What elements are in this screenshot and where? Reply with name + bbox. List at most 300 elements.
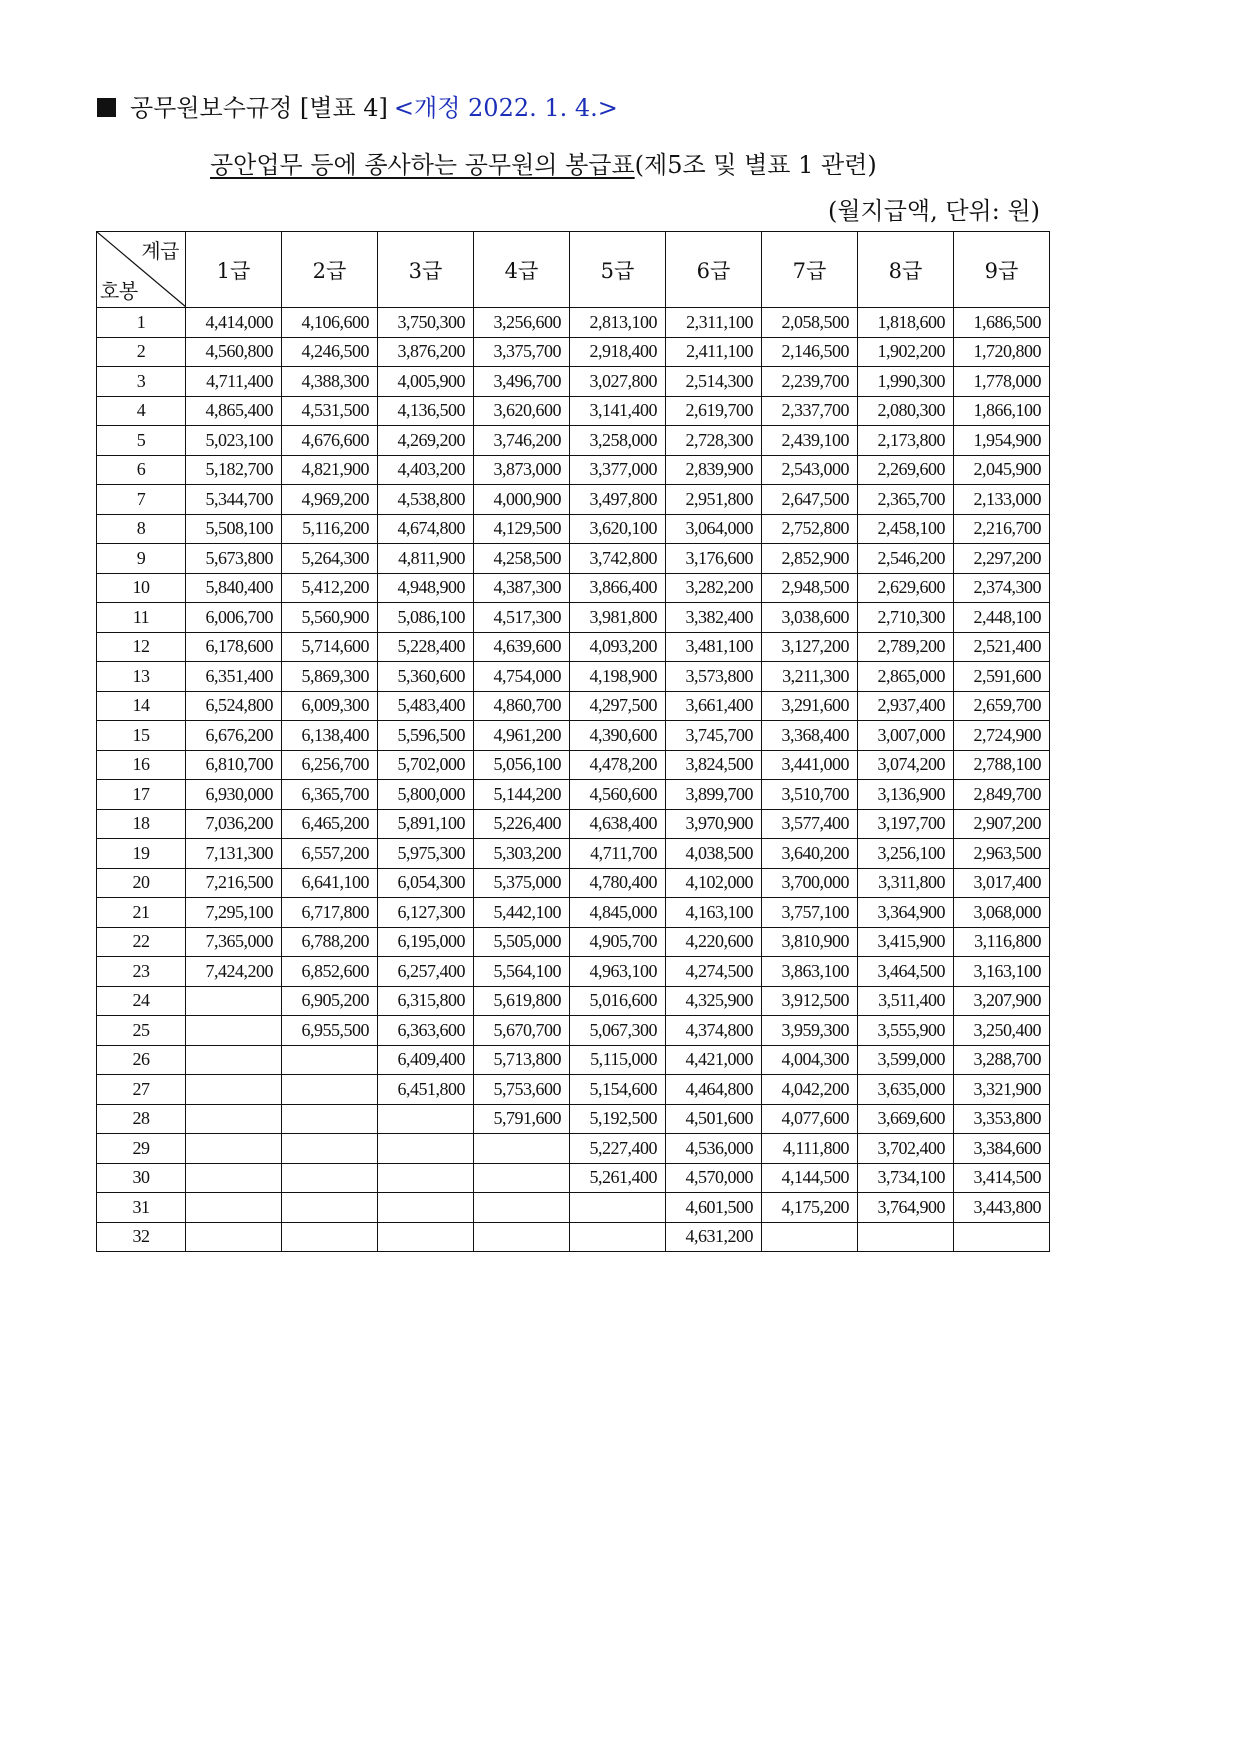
table-row — [97, 927, 1050, 957]
salary-cell — [858, 1222, 954, 1252]
corner-grade-label: 계급 — [141, 239, 179, 263]
salary-cell — [186, 1222, 282, 1252]
table-row — [97, 839, 1050, 869]
unit-note: (월지급액, 단위: 원) — [828, 197, 1040, 225]
salary-cell — [378, 1104, 474, 1134]
step-number-cell: 10 — [97, 573, 186, 603]
step-number-cell: 3 — [97, 367, 186, 397]
salary-cell: 3,256,100 — [858, 839, 954, 869]
salary-cell: 4,198,900 — [570, 662, 666, 692]
table-row — [97, 396, 1050, 426]
salary-cell: 5,702,000 — [378, 750, 474, 780]
step-number-cell: 21 — [97, 898, 186, 928]
salary-cell: 6,676,200 — [186, 721, 282, 751]
salary-cell: 4,811,900 — [378, 544, 474, 574]
salary-cell: 2,849,700 — [954, 780, 1050, 810]
salary-cell: 4,948,900 — [378, 573, 474, 603]
salary-cell: 5,483,400 — [378, 691, 474, 721]
salary-cell: 2,146,500 — [762, 337, 858, 367]
salary-cell: 3,702,400 — [858, 1134, 954, 1164]
step-number-cell: 2 — [97, 337, 186, 367]
table-row — [97, 1222, 1050, 1252]
step-number-cell: 12 — [97, 632, 186, 662]
salary-cell: 4,004,300 — [762, 1045, 858, 1075]
salary-cell — [186, 1075, 282, 1105]
salary-cell: 6,852,600 — [282, 957, 378, 987]
salary-cell: 4,560,800 — [186, 337, 282, 367]
step-number-cell: 15 — [97, 721, 186, 751]
salary-cell: 3,382,400 — [666, 603, 762, 633]
grade-header-2: 2급 — [282, 232, 378, 308]
salary-cell: 2,728,300 — [666, 426, 762, 456]
salary-cell: 5,116,200 — [282, 514, 378, 544]
salary-cell: 6,257,400 — [378, 957, 474, 987]
table-row — [97, 1045, 1050, 1075]
salary-cell: 1,686,500 — [954, 308, 1050, 338]
salary-cell: 2,907,200 — [954, 809, 1050, 839]
salary-cell: 3,258,000 — [570, 426, 666, 456]
salary-cell: 3,873,000 — [474, 455, 570, 485]
salary-cell: 2,216,700 — [954, 514, 1050, 544]
step-number-cell: 17 — [97, 780, 186, 810]
salary-cell: 3,375,700 — [474, 337, 570, 367]
salary-cell: 6,054,300 — [378, 868, 474, 898]
table-row — [97, 1193, 1050, 1223]
salary-cell — [282, 1104, 378, 1134]
salary-cell: 6,524,800 — [186, 691, 282, 721]
table-title-main: 공안업무 등에 종사하는 공무원의 봉급표 — [210, 151, 635, 179]
salary-cell: 6,557,200 — [282, 839, 378, 869]
salary-cell: 5,154,600 — [570, 1075, 666, 1105]
salary-cell: 4,038,500 — [666, 839, 762, 869]
salary-cell: 6,905,200 — [282, 986, 378, 1016]
salary-cell: 4,961,200 — [474, 721, 570, 751]
step-number-cell: 26 — [97, 1045, 186, 1075]
salary-cell: 3,384,600 — [954, 1134, 1050, 1164]
regulation-name: 공무원보수규정 [별표 4] — [130, 94, 388, 122]
table-row — [97, 780, 1050, 810]
salary-cell: 4,000,900 — [474, 485, 570, 515]
salary-table — [96, 231, 1050, 1252]
step-number-cell: 31 — [97, 1193, 186, 1223]
salary-cell: 3,745,700 — [666, 721, 762, 751]
salary-cell: 2,269,600 — [858, 455, 954, 485]
salary-cell: 5,226,400 — [474, 809, 570, 839]
salary-cell: 4,077,600 — [762, 1104, 858, 1134]
salary-cell: 3,661,400 — [666, 691, 762, 721]
salary-cell: 6,195,000 — [378, 927, 474, 957]
salary-cell: 3,291,600 — [762, 691, 858, 721]
salary-cell — [474, 1193, 570, 1223]
salary-cell: 3,511,400 — [858, 986, 954, 1016]
salary-cell: 4,421,000 — [666, 1045, 762, 1075]
salary-cell: 5,564,100 — [474, 957, 570, 987]
salary-cell: 3,211,300 — [762, 662, 858, 692]
salary-cell — [282, 1075, 378, 1105]
salary-cell: 4,865,400 — [186, 396, 282, 426]
salary-cell: 3,074,200 — [858, 750, 954, 780]
salary-cell: 4,969,200 — [282, 485, 378, 515]
salary-cell: 4,111,800 — [762, 1134, 858, 1164]
table-title-reference: (제5조 및 별표 1 관련) — [634, 151, 877, 179]
salary-cell: 6,641,100 — [282, 868, 378, 898]
salary-cell: 5,056,100 — [474, 750, 570, 780]
corner-step-label: 호봉 — [100, 279, 138, 303]
step-number-cell: 18 — [97, 809, 186, 839]
salary-cell: 4,106,600 — [282, 308, 378, 338]
salary-cell: 3,141,400 — [570, 396, 666, 426]
salary-cell: 6,930,000 — [186, 780, 282, 810]
salary-cell: 3,764,900 — [858, 1193, 954, 1223]
salary-cell: 4,711,400 — [186, 367, 282, 397]
salary-cell: 2,659,700 — [954, 691, 1050, 721]
salary-cell: 6,009,300 — [282, 691, 378, 721]
salary-cell: 3,064,000 — [666, 514, 762, 544]
salary-cell: 5,412,200 — [282, 573, 378, 603]
salary-cell: 4,163,100 — [666, 898, 762, 928]
salary-cell: 3,555,900 — [858, 1016, 954, 1046]
salary-cell: 2,647,500 — [762, 485, 858, 515]
salary-cell: 6,955,500 — [282, 1016, 378, 1046]
salary-cell: 3,620,100 — [570, 514, 666, 544]
step-number-cell: 6 — [97, 455, 186, 485]
salary-cell: 4,501,600 — [666, 1104, 762, 1134]
salary-cell — [954, 1222, 1050, 1252]
salary-cell — [378, 1222, 474, 1252]
salary-cell: 4,325,900 — [666, 986, 762, 1016]
salary-cell — [186, 1134, 282, 1164]
salary-cell: 3,746,200 — [474, 426, 570, 456]
salary-cell: 2,173,800 — [858, 426, 954, 456]
salary-cell — [282, 1134, 378, 1164]
table-row — [97, 750, 1050, 780]
table-row — [97, 957, 1050, 987]
salary-cell — [186, 1016, 282, 1046]
salary-cell: 2,937,400 — [858, 691, 954, 721]
salary-cell: 4,388,300 — [282, 367, 378, 397]
step-number-cell: 25 — [97, 1016, 186, 1046]
salary-cell — [282, 1163, 378, 1193]
grade-header-5: 5급 — [570, 232, 666, 308]
salary-cell: 3,573,800 — [666, 662, 762, 692]
salary-cell: 6,451,800 — [378, 1075, 474, 1105]
step-number-cell: 29 — [97, 1134, 186, 1164]
salary-cell: 3,207,900 — [954, 986, 1050, 1016]
salary-cell: 4,517,300 — [474, 603, 570, 633]
salary-cell: 4,570,000 — [666, 1163, 762, 1193]
salary-cell: 3,599,000 — [858, 1045, 954, 1075]
salary-cell: 3,116,800 — [954, 927, 1050, 957]
salary-cell — [474, 1134, 570, 1164]
salary-cell: 3,824,500 — [666, 750, 762, 780]
salary-cell: 3,027,800 — [570, 367, 666, 397]
salary-table-body — [97, 308, 1050, 1252]
salary-cell: 3,136,900 — [858, 780, 954, 810]
salary-cell: 2,948,500 — [762, 573, 858, 603]
salary-cell: 3,757,100 — [762, 898, 858, 928]
salary-cell: 1,866,100 — [954, 396, 1050, 426]
salary-cell: 4,403,200 — [378, 455, 474, 485]
salary-cell: 2,543,000 — [762, 455, 858, 485]
salary-cell: 3,353,800 — [954, 1104, 1050, 1134]
salary-cell: 6,363,600 — [378, 1016, 474, 1046]
salary-cell: 3,321,900 — [954, 1075, 1050, 1105]
salary-cell: 3,497,800 — [570, 485, 666, 515]
salary-cell — [186, 986, 282, 1016]
salary-cell: 4,414,000 — [186, 308, 282, 338]
table-row — [97, 1134, 1050, 1164]
salary-cell: 6,006,700 — [186, 603, 282, 633]
salary-cell: 3,912,500 — [762, 986, 858, 1016]
salary-cell: 3,017,400 — [954, 868, 1050, 898]
salary-cell: 3,481,100 — [666, 632, 762, 662]
salary-cell: 3,197,700 — [858, 809, 954, 839]
salary-cell: 6,178,600 — [186, 632, 282, 662]
salary-cell: 2,411,100 — [666, 337, 762, 367]
table-row — [97, 455, 1050, 485]
salary-cell: 3,970,900 — [666, 809, 762, 839]
table-row — [97, 603, 1050, 633]
table-row — [97, 868, 1050, 898]
table-row — [97, 662, 1050, 692]
salary-cell: 7,216,500 — [186, 868, 282, 898]
salary-cell — [474, 1222, 570, 1252]
step-number-cell: 8 — [97, 514, 186, 544]
step-number-cell: 24 — [97, 986, 186, 1016]
salary-cell: 4,536,000 — [666, 1134, 762, 1164]
salary-cell — [282, 1222, 378, 1252]
salary-cell: 5,344,700 — [186, 485, 282, 515]
step-number-cell: 1 — [97, 308, 186, 338]
salary-cell: 5,303,200 — [474, 839, 570, 869]
salary-cell: 5,228,400 — [378, 632, 474, 662]
step-number-cell: 16 — [97, 750, 186, 780]
salary-cell — [570, 1193, 666, 1223]
salary-cell: 4,175,200 — [762, 1193, 858, 1223]
salary-cell: 4,905,700 — [570, 927, 666, 957]
step-number-cell: 30 — [97, 1163, 186, 1193]
salary-cell: 6,127,300 — [378, 898, 474, 928]
salary-cell: 2,521,400 — [954, 632, 1050, 662]
salary-cell: 5,115,000 — [570, 1045, 666, 1075]
table-row — [97, 1016, 1050, 1046]
salary-cell: 2,133,000 — [954, 485, 1050, 515]
salary-cell: 5,800,000 — [378, 780, 474, 810]
salary-cell: 5,713,800 — [474, 1045, 570, 1075]
salary-cell — [282, 1045, 378, 1075]
salary-cell: 6,138,400 — [282, 721, 378, 751]
salary-cell: 5,840,400 — [186, 573, 282, 603]
salary-cell: 4,538,800 — [378, 485, 474, 515]
salary-cell: 4,821,900 — [282, 455, 378, 485]
salary-cell — [186, 1104, 282, 1134]
salary-cell: 5,086,100 — [378, 603, 474, 633]
salary-cell — [186, 1045, 282, 1075]
salary-cell: 2,839,900 — [666, 455, 762, 485]
salary-cell: 3,700,000 — [762, 868, 858, 898]
salary-cell: 2,439,100 — [762, 426, 858, 456]
salary-cell: 3,250,400 — [954, 1016, 1050, 1046]
salary-cell: 2,546,200 — [858, 544, 954, 574]
table-row — [97, 1163, 1050, 1193]
step-number-cell: 11 — [97, 603, 186, 633]
salary-cell: 6,465,200 — [282, 809, 378, 839]
salary-cell — [186, 1163, 282, 1193]
salary-cell: 3,288,700 — [954, 1045, 1050, 1075]
salary-cell: 3,577,400 — [762, 809, 858, 839]
salary-cell: 5,192,500 — [570, 1104, 666, 1134]
salary-cell: 6,717,800 — [282, 898, 378, 928]
salary-cell: 5,144,200 — [474, 780, 570, 810]
salary-cell: 3,282,200 — [666, 573, 762, 603]
salary-cell: 2,629,600 — [858, 573, 954, 603]
step-number-cell: 32 — [97, 1222, 186, 1252]
salary-cell: 7,424,200 — [186, 957, 282, 987]
salary-cell: 2,239,700 — [762, 367, 858, 397]
salary-cell: 4,464,800 — [666, 1075, 762, 1105]
table-title — [210, 145, 877, 180]
salary-cell: 5,670,700 — [474, 1016, 570, 1046]
salary-cell: 5,016,600 — [570, 986, 666, 1016]
salary-cell: 2,514,300 — [666, 367, 762, 397]
salary-cell: 4,274,500 — [666, 957, 762, 987]
salary-cell: 6,315,800 — [378, 986, 474, 1016]
salary-cell: 4,674,800 — [378, 514, 474, 544]
salary-cell: 4,711,700 — [570, 839, 666, 869]
salary-cell: 2,058,500 — [762, 308, 858, 338]
step-number-cell: 22 — [97, 927, 186, 957]
step-number-cell: 4 — [97, 396, 186, 426]
salary-cell: 4,102,000 — [666, 868, 762, 898]
salary-cell: 6,409,400 — [378, 1045, 474, 1075]
salary-cell: 3,443,800 — [954, 1193, 1050, 1223]
salary-cell: 4,220,600 — [666, 927, 762, 957]
salary-cell: 2,297,200 — [954, 544, 1050, 574]
salary-cell — [570, 1222, 666, 1252]
table-row — [97, 573, 1050, 603]
salary-cell: 2,311,100 — [666, 308, 762, 338]
salary-cell: 3,496,700 — [474, 367, 570, 397]
table-row — [97, 809, 1050, 839]
salary-cell: 5,182,700 — [186, 455, 282, 485]
table-row — [97, 1075, 1050, 1105]
salary-cell: 3,163,100 — [954, 957, 1050, 987]
salary-cell: 5,264,300 — [282, 544, 378, 574]
salary-cell: 2,918,400 — [570, 337, 666, 367]
salary-cell: 5,227,400 — [570, 1134, 666, 1164]
salary-cell: 2,591,600 — [954, 662, 1050, 692]
salary-cell: 2,337,700 — [762, 396, 858, 426]
salary-cell: 4,676,600 — [282, 426, 378, 456]
salary-cell: 2,788,100 — [954, 750, 1050, 780]
salary-cell: 3,127,200 — [762, 632, 858, 662]
regulation-header — [97, 88, 618, 123]
salary-cell: 5,560,900 — [282, 603, 378, 633]
table-row — [97, 308, 1050, 338]
salary-cell: 2,963,500 — [954, 839, 1050, 869]
salary-cell: 2,365,700 — [858, 485, 954, 515]
grade-header-row — [97, 232, 1050, 308]
salary-cell: 3,377,000 — [570, 455, 666, 485]
salary-cell: 3,876,200 — [378, 337, 474, 367]
salary-cell: 4,754,000 — [474, 662, 570, 692]
salary-cell: 5,869,300 — [282, 662, 378, 692]
table-row — [97, 544, 1050, 574]
salary-cell — [378, 1193, 474, 1223]
salary-cell: 3,959,300 — [762, 1016, 858, 1046]
salary-cell: 4,269,200 — [378, 426, 474, 456]
table-row — [97, 898, 1050, 928]
salary-cell: 6,351,400 — [186, 662, 282, 692]
salary-cell: 2,724,900 — [954, 721, 1050, 751]
salary-cell: 4,387,300 — [474, 573, 570, 603]
grade-header-1: 1급 — [186, 232, 282, 308]
salary-cell: 2,458,100 — [858, 514, 954, 544]
salary-cell: 3,464,500 — [858, 957, 954, 987]
salary-cell: 4,374,800 — [666, 1016, 762, 1046]
salary-cell: 2,374,300 — [954, 573, 1050, 603]
grade-header-4: 4급 — [474, 232, 570, 308]
salary-cell: 3,364,900 — [858, 898, 954, 928]
salary-cell: 4,560,600 — [570, 780, 666, 810]
step-number-cell: 23 — [97, 957, 186, 987]
table-row — [97, 337, 1050, 367]
grade-header-6: 6급 — [666, 232, 762, 308]
salary-cell: 3,866,400 — [570, 573, 666, 603]
salary-cell: 6,788,200 — [282, 927, 378, 957]
salary-cell — [186, 1193, 282, 1223]
square-bullet-icon — [97, 98, 116, 117]
salary-cell: 5,791,600 — [474, 1104, 570, 1134]
salary-cell: 3,068,000 — [954, 898, 1050, 928]
grade-header-7: 7급 — [762, 232, 858, 308]
salary-cell: 2,080,300 — [858, 396, 954, 426]
salary-cell: 3,899,700 — [666, 780, 762, 810]
step-number-cell: 7 — [97, 485, 186, 515]
salary-cell: 5,596,500 — [378, 721, 474, 751]
step-number-cell: 14 — [97, 691, 186, 721]
step-number-cell: 19 — [97, 839, 186, 869]
salary-cell: 4,780,400 — [570, 868, 666, 898]
salary-cell — [378, 1163, 474, 1193]
salary-cell: 2,045,900 — [954, 455, 1050, 485]
salary-cell: 3,415,900 — [858, 927, 954, 957]
salary-cell: 4,297,500 — [570, 691, 666, 721]
salary-cell: 3,734,100 — [858, 1163, 954, 1193]
salary-cell: 2,752,800 — [762, 514, 858, 544]
table-row — [97, 485, 1050, 515]
salary-cell: 5,508,100 — [186, 514, 282, 544]
salary-cell: 4,390,600 — [570, 721, 666, 751]
table-row — [97, 986, 1050, 1016]
salary-cell: 3,441,000 — [762, 750, 858, 780]
salary-cell: 4,963,100 — [570, 957, 666, 987]
salary-cell: 2,710,300 — [858, 603, 954, 633]
salary-cell: 3,311,800 — [858, 868, 954, 898]
step-number-cell: 28 — [97, 1104, 186, 1134]
salary-cell: 4,531,500 — [282, 396, 378, 426]
step-number-cell: 5 — [97, 426, 186, 456]
table-row — [97, 514, 1050, 544]
salary-cell: 1,954,900 — [954, 426, 1050, 456]
salary-cell: 4,129,500 — [474, 514, 570, 544]
salary-cell: 3,510,700 — [762, 780, 858, 810]
salary-cell: 1,778,000 — [954, 367, 1050, 397]
salary-cell: 3,414,500 — [954, 1163, 1050, 1193]
table-row — [97, 721, 1050, 751]
salary-cell: 1,902,200 — [858, 337, 954, 367]
salary-cell: 3,620,600 — [474, 396, 570, 426]
